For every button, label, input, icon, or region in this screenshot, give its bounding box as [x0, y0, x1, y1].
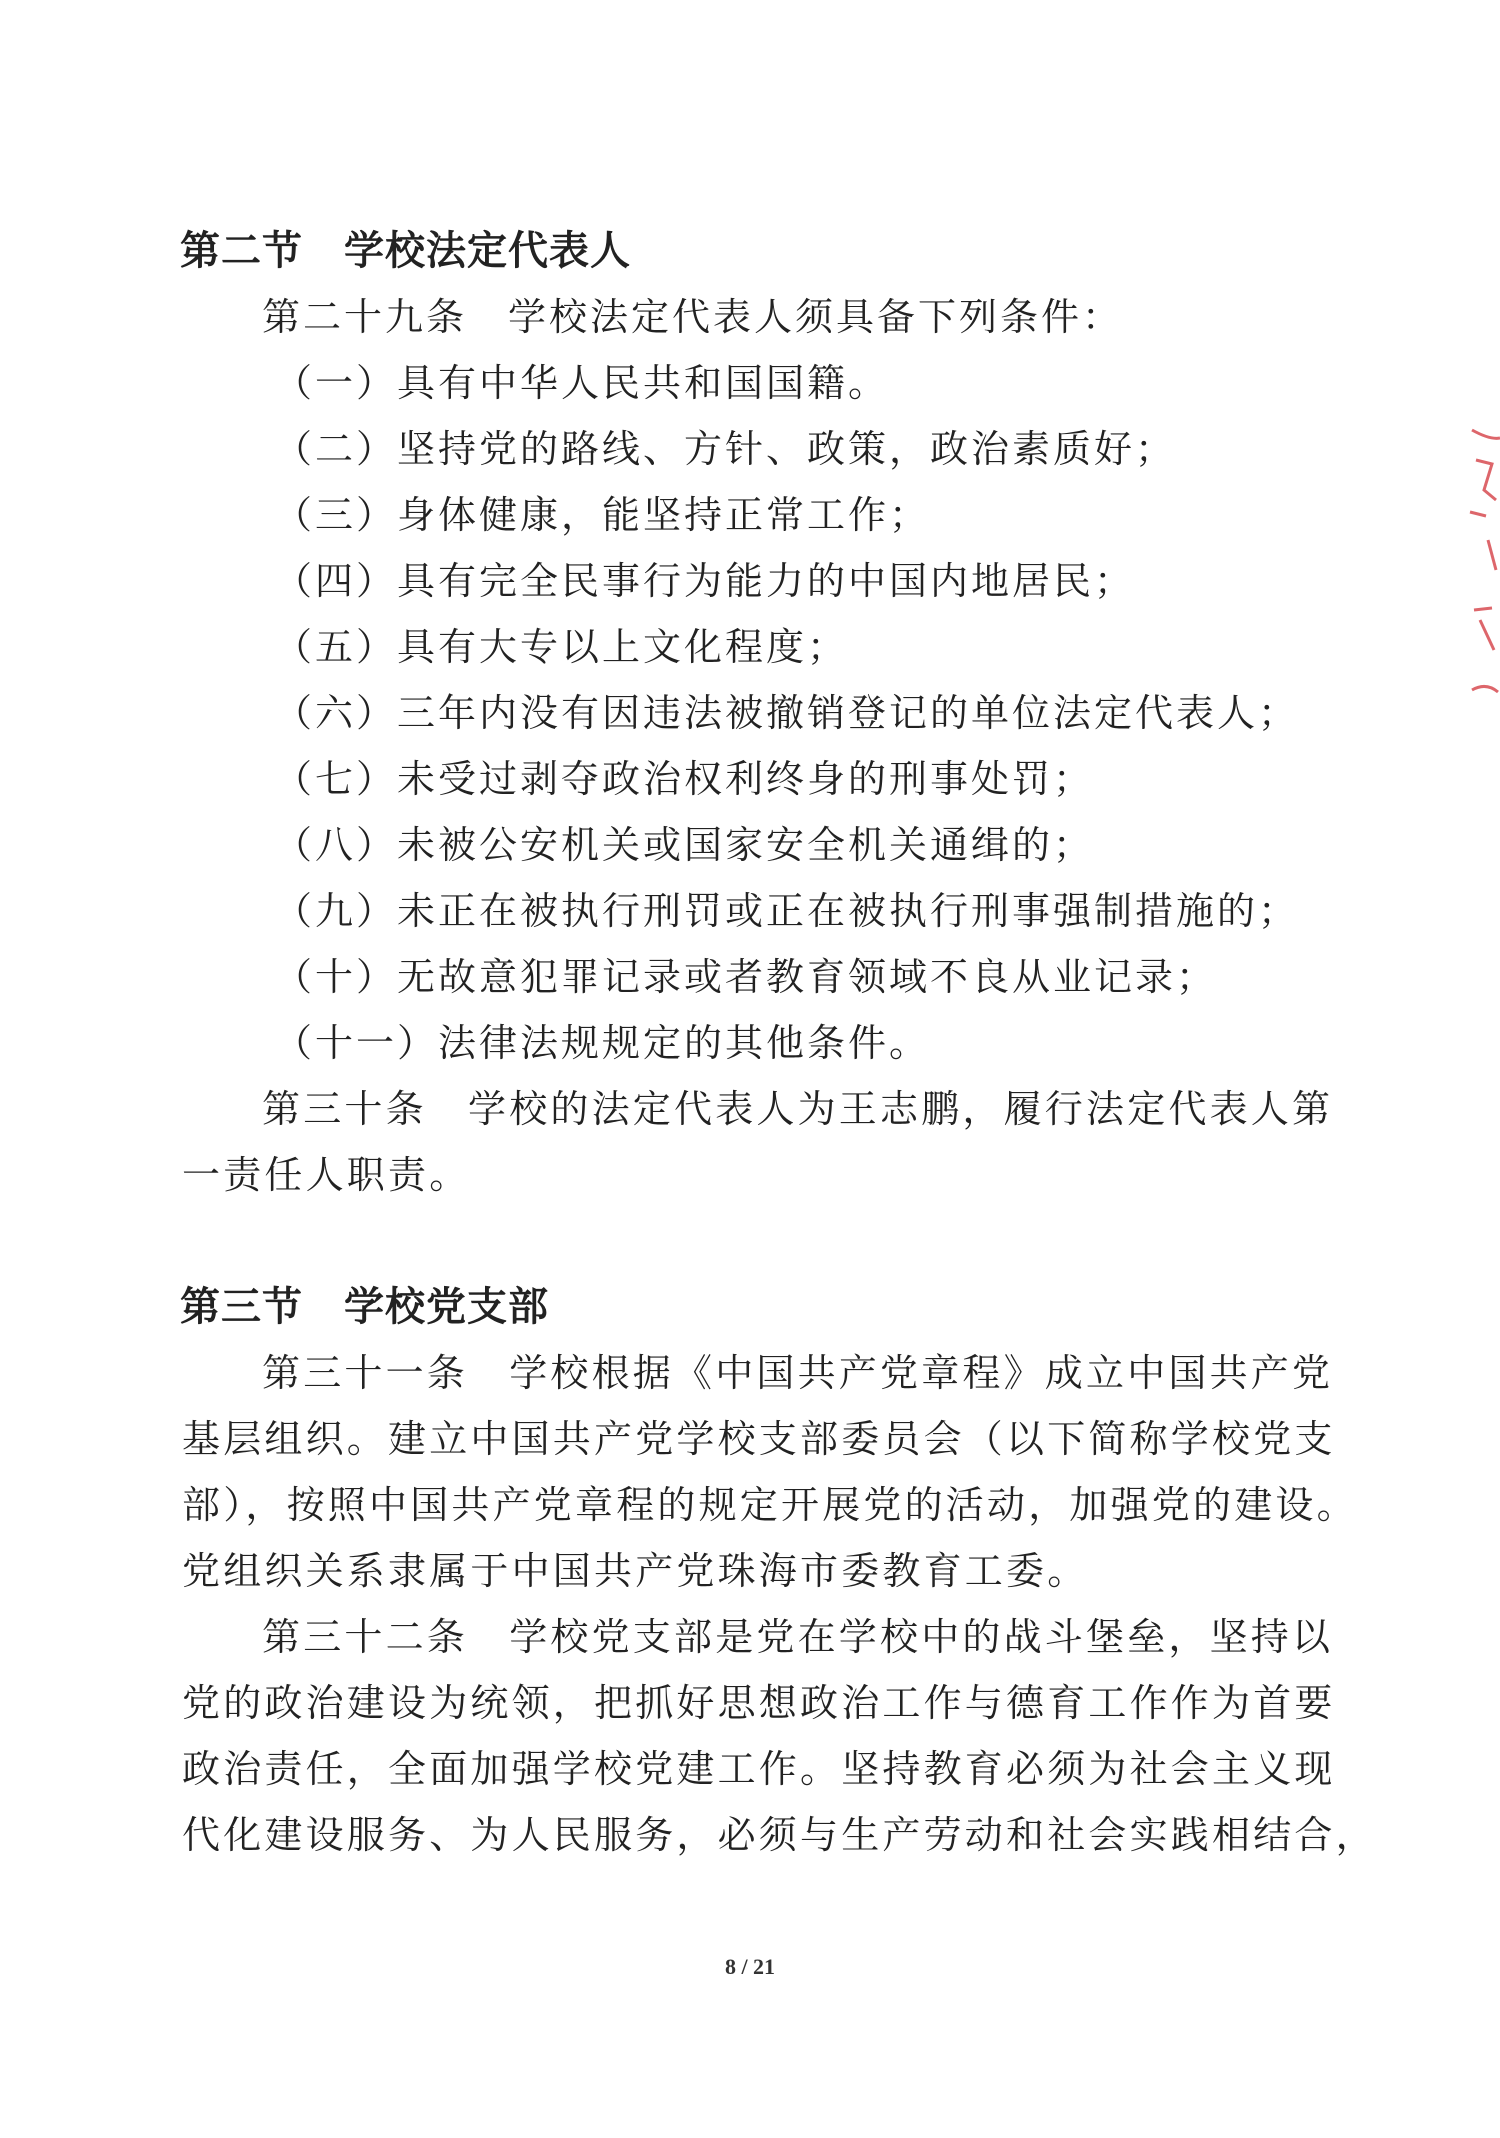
article-31-line: 基层组织。建立中国共产党学校支部委员会（以下简称学校党支: [182, 1417, 1336, 1461]
section-heading-3: 第三节 学校党支部: [180, 1283, 549, 1330]
condition-item: （一）具有中华人民共和国国籍。: [274, 361, 890, 405]
article-31-line: 第三十一条 学校根据《中国共产党章程》成立中国共产党: [262, 1351, 1334, 1395]
condition-item: （三）身体健康，能坚持正常工作；: [274, 493, 931, 537]
page-number: 8 / 21: [724, 1954, 776, 1979]
condition-item: （七）未受过剥夺政治权利终身的刑事处罚；: [274, 757, 1095, 801]
article-30-line: 第三十条 学校的法定代表人为王志鹏，履行法定代表人第: [262, 1087, 1334, 1131]
article-32-line: 第三十二条 学校党支部是党在学校中的战斗堡垒，坚持以: [262, 1615, 1334, 1659]
condition-item: （六）三年内没有因违法被撤销登记的单位法定代表人；: [274, 691, 1300, 735]
condition-item: （四）具有完全民事行为能力的中国内地居民；: [274, 559, 1136, 603]
article-32-line: 政治责任，全面加强学校党建工作。坚持教育必须为社会主义现: [182, 1747, 1336, 1791]
article-31-line: 部），按照中国共产党章程的规定开展党的活动，加强党的建设。: [182, 1483, 1358, 1527]
condition-item: （二）坚持党的路线、方针、政策，政治素质好；: [274, 427, 1177, 471]
red-seal-stamp-fragment: [1466, 420, 1500, 720]
article-31-line: 党组织关系隶属于中国共产党珠海市委教育工委。: [182, 1549, 1089, 1593]
condition-item: （九）未正在被执行刑罚或正在被执行刑事强制措施的；: [274, 889, 1300, 933]
article-30-line: 一责任人职责。: [182, 1153, 471, 1197]
condition-item: （十一）法律法规规定的其他条件。: [274, 1021, 931, 1065]
condition-item: （十）无故意犯罪记录或者教育领域不良从业记录；: [274, 955, 1218, 999]
condition-item: （五）具有大专以上文化程度；: [274, 625, 849, 669]
article-32-line: 党的政治建设为统领，把抓好思想政治工作与德育工作作为首要: [182, 1681, 1336, 1725]
document-body: [180, 218, 1377, 1868]
article-29: 第二十九条 学校法定代表人须具备下列条件：: [262, 295, 1124, 339]
section-heading-2: 第二节 学校法定代表人: [180, 227, 631, 274]
section-gap: [182, 1208, 1332, 1274]
condition-item: （八）未被公安机关或国家安全机关通缉的；: [274, 823, 1095, 867]
article-32-line: 代化建设服务、为人民服务，必须与生产劳动和社会实践相结合，: [182, 1813, 1377, 1857]
